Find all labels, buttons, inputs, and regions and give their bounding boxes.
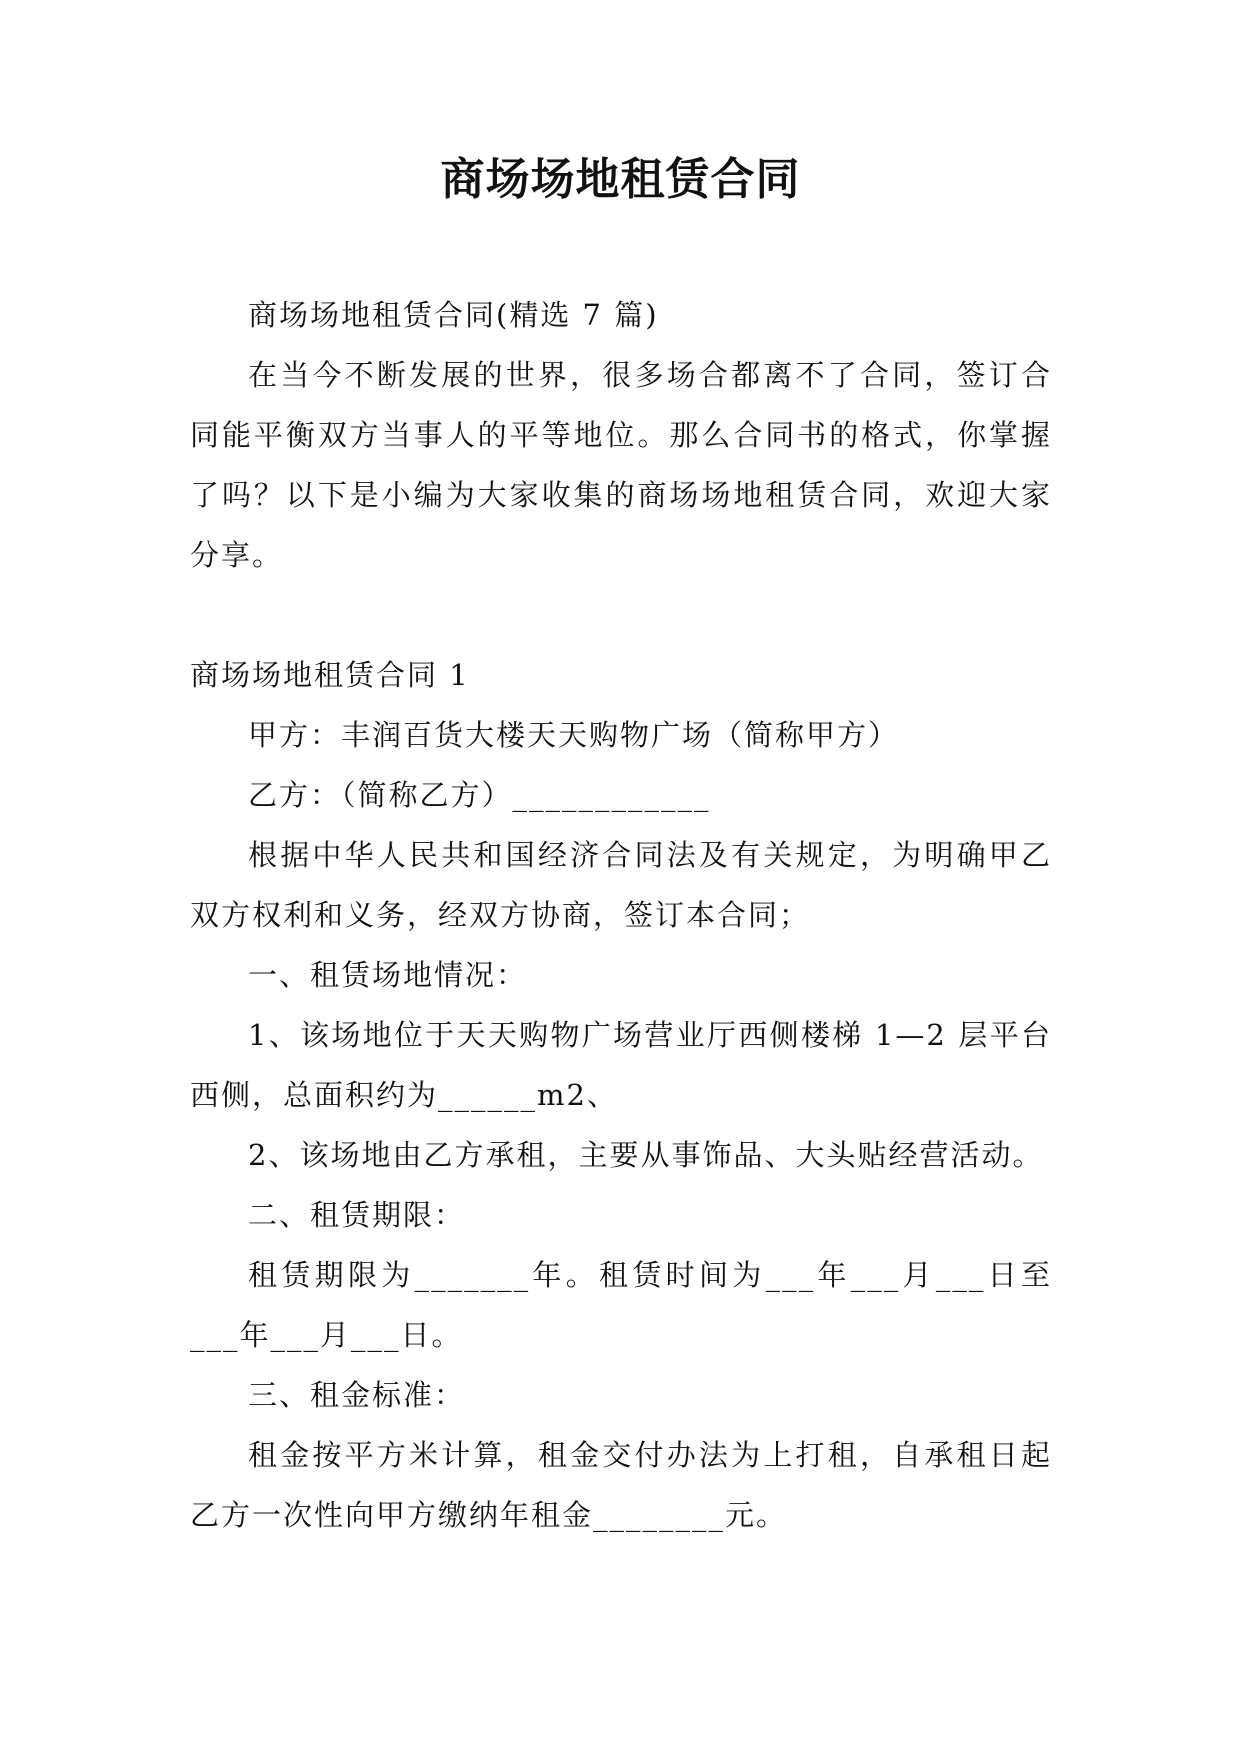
party-a-line: 甲方：丰润百货大楼天天购物广场（简称甲方） — [248, 718, 900, 752]
document-title: 商场场地租赁合同 — [440, 154, 801, 205]
subtitle-paragraph: 商场场地租赁合同(精选 7 篇) — [248, 298, 659, 332]
intro-paragraph: 在当今不断发展的世界，很多场合都离不了合同，签订合同能平衡双方当事人的平等地位。那么合同书的格式，你掌握了吗？以下是小编为大家收集的商场场地租赁合同，欢迎大家分享。 — [190, 358, 1052, 572]
clause-2-text: 租赁期限为_______年。租赁时间为___年___月___日至___年___月___日。 — [190, 1258, 1052, 1352]
clause-1-item-2: 2、该场地由乙方承租，主要从事饰品、大头贴经营活动。 — [248, 1138, 1044, 1172]
basis-paragraph: 根据中华人民共和国经济合同法及有关规定，为明确甲乙双方权利和义务，经双方协商，签订本合同； — [190, 838, 1052, 932]
clause-heading-3: 三、租金标准： — [248, 1378, 466, 1412]
section-heading-contract-1: 商场场地租赁合同 1 — [190, 658, 470, 692]
document-body — [190, 285, 1052, 1545]
clause-1-item-1: 1、该场地位于天天购物广场营业厅西侧楼梯 1—2 层平台西侧，总面积约为______m2、 — [190, 1018, 1052, 1112]
party-b-line: 乙方：（简称乙方）____________ — [248, 778, 711, 812]
clause-3-text: 租金按平方米计算，租金交付办法为上打租，自承租日起乙方一次性向甲方缴纳年租金________元。 — [190, 1438, 1052, 1532]
clause-heading-2: 二、租赁期限： — [248, 1198, 466, 1232]
clause-heading-1: 一、租赁场地情况： — [248, 958, 528, 992]
